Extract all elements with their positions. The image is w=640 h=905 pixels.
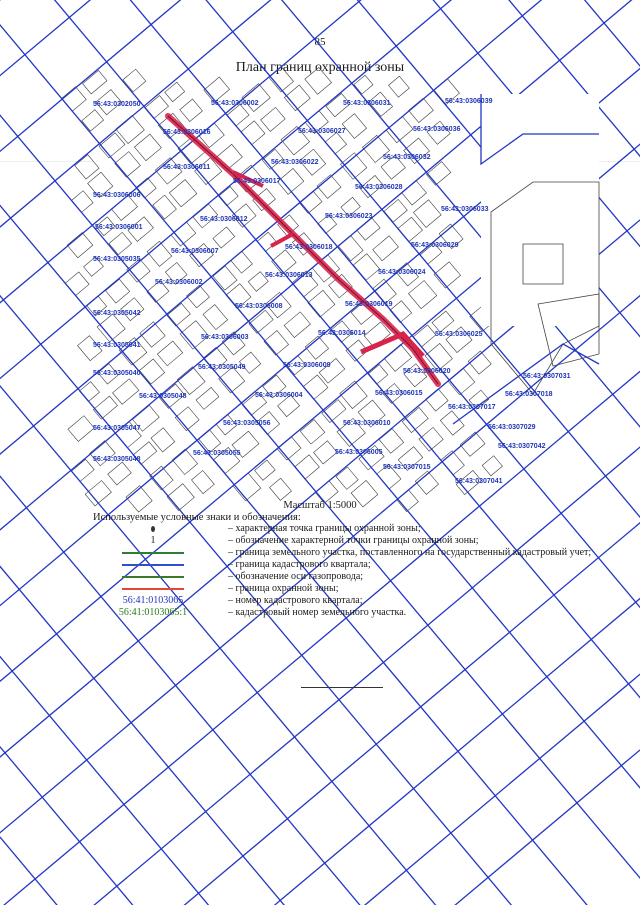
legend-row-parcel-boundary bbox=[93, 547, 599, 559]
parcel-outline bbox=[354, 75, 373, 94]
parcel-outline bbox=[300, 420, 325, 444]
quarter-label: 56:43:0306002 bbox=[155, 279, 203, 286]
quarter-label: 56:43:0306022 bbox=[271, 159, 319, 166]
parcel-outline bbox=[384, 199, 407, 222]
parcel-outline bbox=[213, 227, 235, 248]
page-number: 85 bbox=[314, 36, 326, 48]
parcel-outline bbox=[72, 191, 93, 212]
quarter-label: 56:43:0306013 bbox=[265, 272, 313, 279]
quarter-label: 56:43:0307042 bbox=[498, 443, 546, 450]
legend-row-point-number bbox=[93, 535, 599, 547]
quarter-label: 56:43:0305040 bbox=[93, 370, 141, 377]
legend-row-parcel-number bbox=[93, 607, 599, 619]
legend-text: – граница кадастрового квартала; bbox=[228, 559, 371, 570]
parcel-outline bbox=[270, 478, 292, 500]
parcel-outline bbox=[106, 279, 130, 303]
parcel-outline bbox=[257, 232, 276, 251]
parcel-outline bbox=[241, 121, 265, 145]
quarter-label: 56:43:0306033 bbox=[441, 206, 489, 213]
line-symbol-blue bbox=[122, 564, 184, 566]
map-canvas bbox=[93, 94, 599, 485]
quarter-label: 56:43:0306029 bbox=[411, 242, 459, 249]
quarter-label: 56:43:0305041 bbox=[93, 342, 141, 349]
parcel-outline bbox=[398, 217, 423, 242]
parcel-outline bbox=[204, 77, 230, 102]
quarter-label: 56:43:0306015 bbox=[375, 390, 423, 397]
line-symbol-darkgreen bbox=[122, 576, 184, 578]
line-symbol-red bbox=[122, 588, 184, 590]
quarter-label: 56:43:0305055 bbox=[193, 450, 241, 457]
legend-text: – обозначение оси газопровода; bbox=[228, 571, 364, 582]
quarter-label: 56:43:0306011 bbox=[163, 164, 211, 171]
quarter-label: 56:43:0306005 bbox=[335, 449, 383, 456]
parcel-outline bbox=[75, 155, 99, 179]
quarter-boundary-line bbox=[0, 46, 388, 905]
parcel-outline bbox=[165, 82, 185, 101]
parcel-outline bbox=[448, 369, 475, 395]
quarter-label: 56:43:0305047 bbox=[93, 425, 141, 432]
legend-text: – граница охранной зоны; bbox=[228, 583, 339, 594]
parcel-outline bbox=[134, 134, 161, 161]
parcel-outline bbox=[140, 359, 165, 384]
parcel-outline bbox=[255, 460, 276, 480]
quarter-label: 56:43:0305056 bbox=[223, 420, 271, 427]
quarter-label: 56:43:0305048 bbox=[93, 456, 141, 463]
quarter-label: 56:43:0306004 bbox=[255, 392, 303, 399]
quarter-label: 56:43:0306008 bbox=[235, 303, 283, 310]
parcel-number-sample: 56:41:0103065:1 bbox=[118, 607, 188, 618]
quarter-label: 56:43:0305035 bbox=[93, 256, 141, 263]
legend-row-point bbox=[93, 523, 599, 535]
parcel-outline bbox=[93, 396, 117, 419]
parcel-outline bbox=[295, 455, 320, 479]
quarter-label: 56:43:0306009 bbox=[283, 362, 331, 369]
legend-text: – характерная точка границы охранной зоны; bbox=[228, 523, 421, 534]
quarter-label: 56:43:0302050 bbox=[93, 101, 141, 108]
parcel-outline bbox=[325, 132, 347, 154]
parcel-outline bbox=[353, 254, 379, 280]
parcel-outline bbox=[145, 96, 169, 119]
parcel-outline bbox=[191, 470, 214, 493]
parcel-outline bbox=[482, 456, 502, 476]
quarter-label: 56:43:0306025 bbox=[435, 331, 483, 338]
parcel-outline bbox=[314, 441, 338, 464]
point-number-symbol: 1 bbox=[150, 535, 156, 546]
parcel-outline bbox=[99, 133, 125, 158]
quarter-label: 56:43:0306019 bbox=[345, 301, 393, 308]
parcel-outline bbox=[219, 187, 239, 206]
quarter-label: 56:43:0307017 bbox=[448, 404, 496, 411]
quarter-label: 56:43:0306031 bbox=[343, 100, 391, 107]
parcel-outline bbox=[65, 272, 89, 296]
parcel-outline bbox=[389, 76, 410, 97]
parcel-outline bbox=[339, 236, 364, 261]
quarter-label: 56:43:0306007 bbox=[171, 248, 219, 255]
parcel-outline bbox=[379, 429, 403, 454]
quarter-label: 56:43:0306020 bbox=[403, 368, 451, 375]
parcel-outline bbox=[196, 387, 219, 409]
parcel-outline bbox=[402, 180, 427, 205]
quarter-label: 56:43:0306017 bbox=[233, 178, 281, 185]
parcel-outline bbox=[272, 250, 296, 274]
quarter-label: 56:43:0305048 bbox=[139, 393, 187, 400]
parcel-outline bbox=[408, 281, 436, 309]
parcel-outline bbox=[199, 430, 221, 452]
parcel-outline bbox=[109, 232, 132, 254]
parcel-outline bbox=[299, 191, 322, 213]
legend-text: – номер кадастрового квартала; bbox=[228, 595, 363, 606]
quarter-boundary-line bbox=[0, 83, 343, 905]
parcel-outline bbox=[342, 114, 366, 139]
parcel-outline bbox=[409, 98, 434, 122]
quarter-label: 56:43:0305049 bbox=[198, 364, 246, 371]
quarter-label: 56:43:0306001 bbox=[95, 224, 143, 231]
legend-row-quarter-boundary bbox=[93, 559, 599, 571]
quarter-label: 56:43:0306039 bbox=[445, 98, 493, 105]
legend-text: – кадастровый номер земельного участка. bbox=[228, 607, 407, 618]
parcel-outline bbox=[440, 411, 464, 435]
quarter-label: 56:43:0306016 bbox=[163, 129, 211, 136]
legend-text: – обозначение характерной точки границы охранной зоны; bbox=[228, 535, 479, 546]
quarter-label: 56:43:0306032 bbox=[383, 154, 431, 161]
legend-row-zone-boundary bbox=[93, 583, 599, 595]
parcel-outline bbox=[426, 162, 450, 186]
quarter-label: 56:43:0306012 bbox=[200, 216, 248, 223]
parcel-outline bbox=[390, 301, 412, 323]
legend-text: – граница земельного участка, поставленного на государственный кадастровый учет; bbox=[228, 547, 592, 558]
quarter-label: 56:43:0306006 bbox=[93, 192, 141, 199]
legend-row-pipeline-axis bbox=[93, 571, 599, 583]
quarter-label: 56:43:0306028 bbox=[355, 184, 403, 191]
parcel-outline bbox=[116, 115, 144, 143]
parcel-outline bbox=[432, 311, 454, 332]
parcel-outline bbox=[277, 437, 301, 460]
quarter-label: 56:43:0306024 bbox=[378, 269, 426, 276]
quarter-number-sample: 56:41:0103065 bbox=[122, 595, 184, 606]
point-marker-icon bbox=[151, 526, 155, 532]
cadastral-map bbox=[93, 94, 599, 485]
line-symbol-green bbox=[122, 552, 184, 554]
parcel-outline bbox=[203, 305, 228, 330]
quarter-label: 56:43:0307015 bbox=[383, 464, 431, 471]
parcel-outline bbox=[113, 379, 139, 404]
quarter-label: 56:43:0307029 bbox=[488, 424, 536, 431]
map-scale: Масштаб 1:5000 bbox=[283, 500, 357, 511]
parcel-outline bbox=[413, 200, 441, 228]
quarter-label: 56:43:0306023 bbox=[325, 213, 373, 220]
parcel-outline bbox=[413, 325, 435, 347]
quarter-label: 56:43:0306036 bbox=[413, 126, 461, 133]
quarter-label: 56:43:0307031 bbox=[523, 373, 571, 380]
parcel-outline bbox=[115, 152, 141, 178]
parcel-outline bbox=[180, 99, 203, 122]
parcel-outline bbox=[308, 290, 335, 317]
parcel-outline bbox=[249, 310, 273, 333]
parcel-outline bbox=[169, 180, 196, 207]
quarter-label: 56:43:0306018 bbox=[285, 244, 333, 251]
parcel-outline bbox=[233, 473, 261, 501]
quarter-label: 56:43:0307018 bbox=[505, 391, 553, 398]
legend bbox=[93, 523, 599, 619]
parcel-outline bbox=[368, 365, 388, 385]
footer-rule bbox=[301, 687, 383, 688]
legend-row-quarter-number bbox=[93, 595, 599, 607]
open-area bbox=[481, 94, 599, 326]
parcel-outline bbox=[213, 266, 237, 290]
parcel-outline bbox=[153, 195, 177, 219]
quarter-label: 56:43:0306010 bbox=[343, 420, 391, 427]
parcel-outline bbox=[336, 467, 358, 489]
quarter-label: 56:43:0306003 bbox=[201, 334, 249, 341]
parcel-outline bbox=[231, 251, 252, 273]
legend-title: Используемые условные знаки и обозначения: bbox=[93, 512, 301, 523]
quarter-label: 56:43:0306027 bbox=[298, 128, 346, 135]
quarter-label: 56:43:0307041 bbox=[455, 478, 503, 485]
parcel-outline bbox=[227, 104, 249, 126]
quarter-label: 56:43:0306002 bbox=[211, 100, 259, 107]
parcel-outline bbox=[426, 389, 448, 411]
parcel-outline bbox=[71, 459, 94, 481]
quarter-label: 56:43:0305042 bbox=[93, 310, 141, 317]
parcel-outline bbox=[434, 262, 460, 288]
parcel-outline bbox=[284, 312, 310, 338]
parcel-outline bbox=[68, 416, 94, 442]
parcel-outline bbox=[82, 110, 104, 131]
parcel-outline bbox=[167, 303, 190, 326]
parcel-outline bbox=[157, 341, 182, 366]
quarter-label: 56:43:0306014 bbox=[318, 330, 366, 337]
parcel-outline bbox=[261, 107, 286, 131]
page-title: План границ охранной зоны bbox=[235, 60, 405, 75]
parcel-outline bbox=[264, 331, 289, 356]
parcel-outline bbox=[62, 87, 86, 111]
parcel-outline bbox=[373, 236, 399, 261]
parcel-outline bbox=[441, 451, 464, 475]
parcel-outline bbox=[108, 462, 132, 485]
